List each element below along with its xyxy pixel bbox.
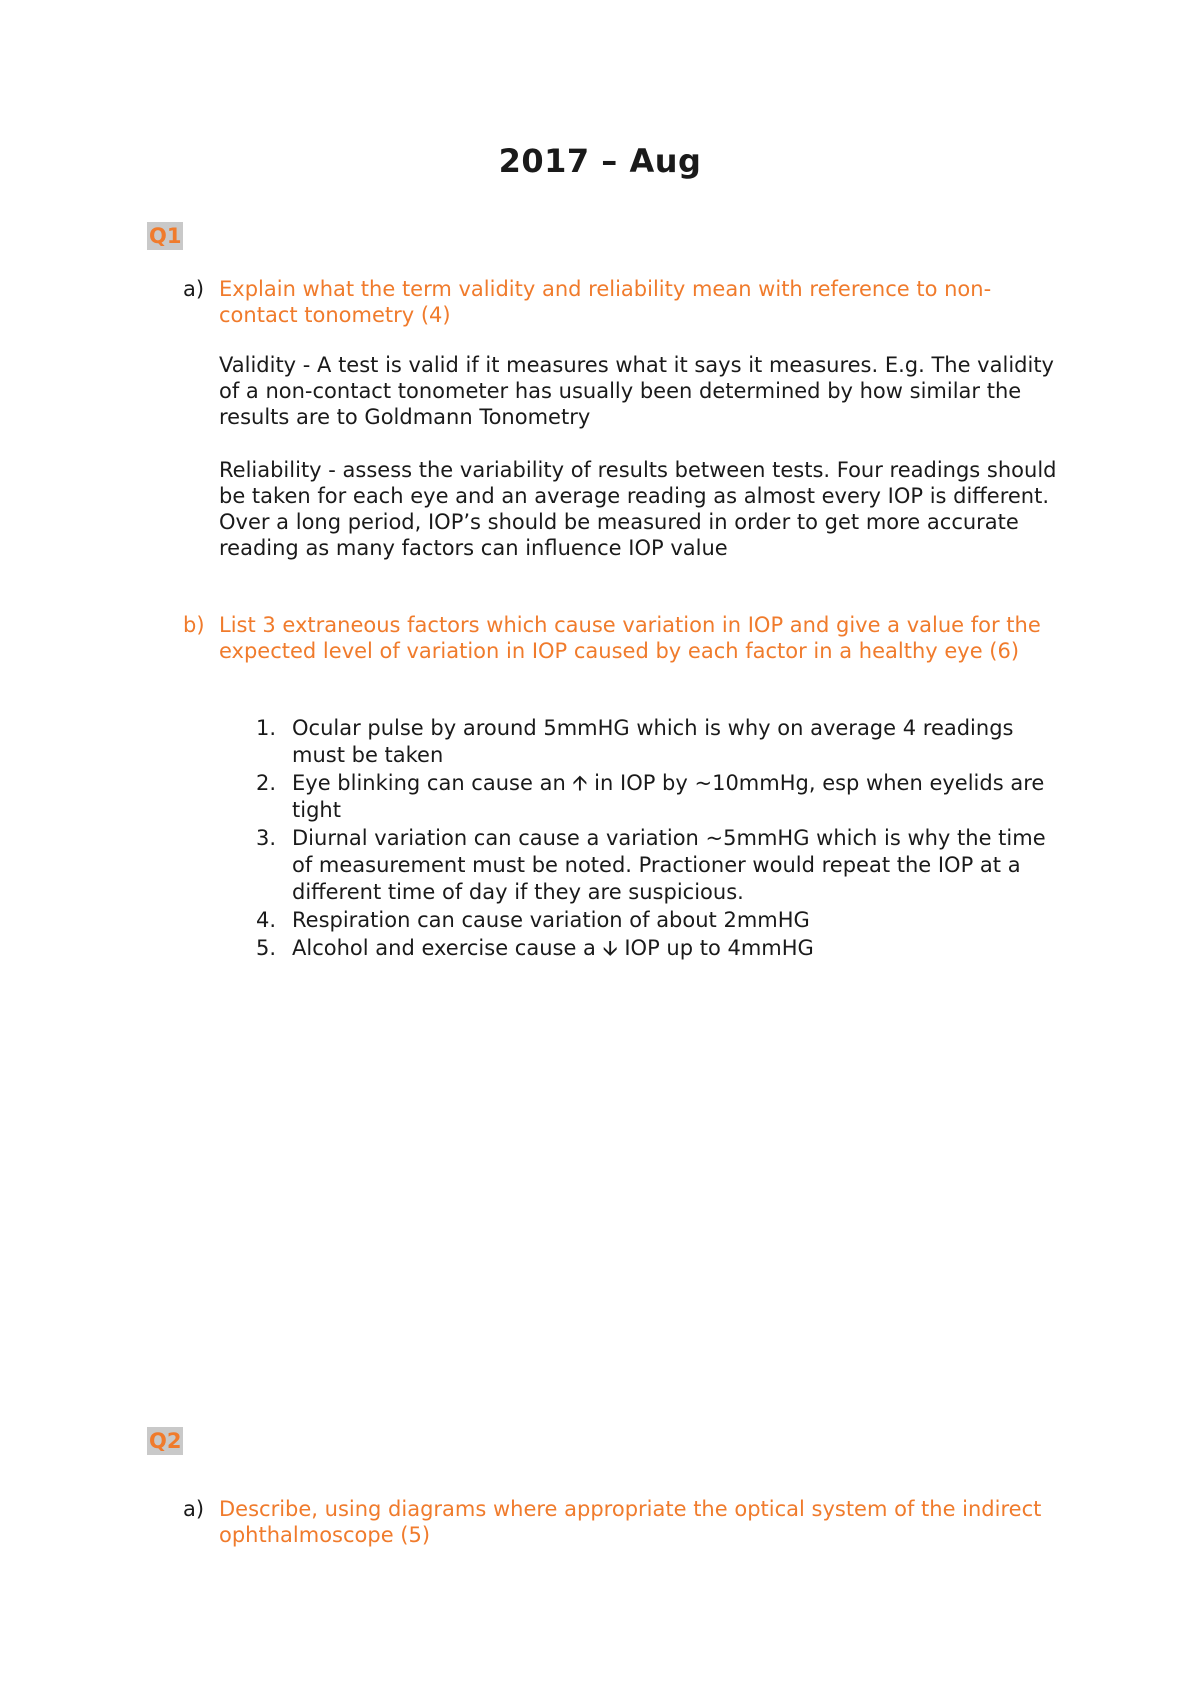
question-prompt-q1a [183, 276, 1063, 328]
prompt-marker: b) [183, 613, 205, 637]
list-item [219, 825, 1069, 906]
question-label-q1: Q1 [149, 224, 182, 248]
prompt-text: Explain what the term validity and reliability mean with reference to non-contact tonometry (4) [219, 277, 992, 327]
prompt-text: Describe, using diagrams where appropriate the optical system of the indirect ophthalmoscope (5) [219, 1497, 1042, 1547]
page-title: 2017 – Aug [498, 142, 702, 180]
list-item-number: 2. [256, 771, 277, 795]
prompt-marker: a) [183, 1497, 205, 1521]
factors-list [219, 715, 1069, 963]
list-item-number: 1. [256, 716, 277, 740]
question-prompt-q2a [183, 1496, 1063, 1548]
list-item [219, 715, 1069, 769]
list-item-text: Diurnal variation can cause a variation ~5mmHG which is why the time of measurement must be noted. Practioner would repeat the IOP at a different time of day if they are suspicious. [292, 826, 1046, 904]
question-prompt-q1b [183, 612, 1063, 664]
prompt-marker: a) [183, 277, 205, 301]
list-item [219, 770, 1069, 824]
list-item-number: 3. [256, 826, 277, 850]
answer-reliability: Reliability - assess the variability of results between tests. Four readings should be taken for each eye and an average reading as almost every IOP is different. Over a long period, IOP’s should be measured in order to get more accurate reading as many factors can influence IOP value [219, 458, 1057, 560]
list-item-text: Respiration can cause variation of about 2mmHG [292, 908, 810, 932]
list-item [219, 935, 1069, 962]
list-item [219, 907, 1069, 934]
list-item-text: Ocular pulse by around 5mmHG which is why on average 4 readings must be taken [292, 716, 1014, 767]
answer-validity: Validity - A test is valid if it measures what it says it measures. E.g. The validity of a non-contact tonometer has usually been determined by how similar the results are to Goldmann Tonometry [219, 353, 1054, 429]
list-item-text: Alcohol and exercise cause a 🡫 IOP up to 4mmHG [292, 936, 814, 960]
prompt-text: List 3 extraneous factors which cause variation in IOP and give a value for the expected level of variation in IOP caused by each factor in a healthy eye (6) [219, 613, 1041, 663]
list-item-number: 4. [256, 908, 277, 932]
list-item-number: 5. [256, 936, 277, 960]
question-label-q2: Q2 [149, 1429, 182, 1453]
list-item-text: Eye blinking can cause an 🡩 in IOP by ~10mmHg, esp when eyelids are tight [292, 771, 1045, 822]
